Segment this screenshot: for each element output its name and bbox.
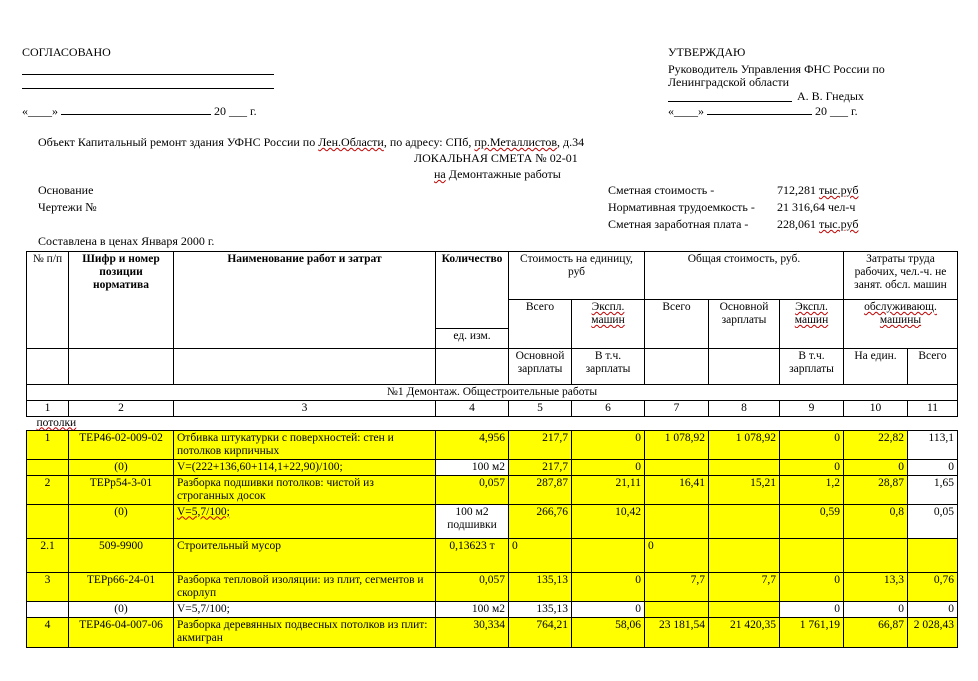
row-qty: 100 м2 (436, 459, 509, 475)
col-number: 11 (908, 400, 958, 416)
table-row (27, 430, 958, 459)
row-c7: 7,7 (645, 572, 709, 601)
approve-date (668, 104, 858, 119)
col-number: 3 (174, 400, 436, 416)
col-number: 7 (645, 400, 709, 416)
row-c9: 0 (780, 572, 844, 601)
header-service-spacer (844, 328, 958, 348)
date-year: 20 ___ г. (815, 104, 858, 118)
header-total-cost: Общая стоимость, руб. (645, 252, 844, 300)
summary-value (777, 217, 858, 232)
col-number: 1 (27, 400, 69, 416)
row-c7 (645, 459, 709, 475)
row-num: 2.1 (27, 538, 69, 572)
summary-value (777, 183, 858, 198)
row-name: Разборка подшивки потолков: чистой из строганных досок (174, 475, 436, 504)
row-c5: 217,7 (509, 459, 572, 475)
row-c10: 0 (844, 459, 908, 475)
table-row (27, 538, 958, 572)
summary-label: Сметная заработная плата - (608, 217, 749, 231)
basis-label: Основание (38, 183, 94, 197)
row-c5: 764,21 (509, 617, 572, 647)
row-code: ТЕР46-02-009-02 (69, 430, 174, 459)
row-num (27, 601, 69, 617)
row-c9: 1 761,19 (780, 617, 844, 647)
header-name: Наименование работ и затрат (174, 252, 436, 349)
row-c11: 113,1 (908, 430, 958, 459)
row-name: Строительный мусор (174, 538, 436, 572)
header-code: Шифр и номер позиции норматива (69, 252, 174, 349)
row-c10: 66,87 (844, 617, 908, 647)
approval-title: СОГЛАСОВАНО (22, 45, 111, 59)
row-code: 509-9900 (69, 538, 174, 572)
row-num: 4 (27, 617, 69, 647)
row-c10: 22,82 (844, 430, 908, 459)
row-c8 (709, 459, 780, 475)
header-unit-cost (509, 252, 645, 300)
header-service (844, 300, 958, 329)
row-name (174, 617, 436, 647)
header-unit: ед. изм. (436, 328, 509, 348)
row-qty: 0,13623 т (436, 538, 509, 572)
row-c7 (645, 504, 709, 538)
header-all: Всего (509, 300, 572, 349)
row-code: (0) (69, 459, 174, 475)
col-number: 6 (572, 400, 645, 416)
summary-label: Сметная стоимость - (608, 183, 715, 197)
object-suffix: , д.34 (556, 135, 585, 149)
drawings-label: Чертежи № (38, 200, 97, 214)
col-number: 8 (709, 400, 780, 416)
row-c6: 0 (572, 572, 645, 601)
row-c8 (709, 504, 780, 538)
row-qty: 30,334 (436, 617, 509, 647)
approver-position-line1: Руководитель Управления ФНС России по (668, 62, 885, 76)
header-num: № п/п (27, 252, 69, 349)
object-region: Лен.Области (318, 135, 384, 149)
row-c10: 13,3 (844, 572, 908, 601)
estimate-table (26, 251, 958, 648)
col-number: 2 (69, 400, 174, 416)
row-c8: 15,21 (709, 475, 780, 504)
row-c6: 10,42 (572, 504, 645, 538)
row-name: V=(222+136,60+114,1+22,90)/100; (174, 459, 436, 475)
row-c8: 21 420,35 (709, 617, 780, 647)
date-day: «____» (22, 104, 58, 118)
row-c9: 1,2 (780, 475, 844, 504)
row-num: 2 (27, 475, 69, 504)
row-code: (0) (69, 504, 174, 538)
row-num (27, 504, 69, 538)
summary-value-number: 228,061 (777, 217, 816, 231)
header-expl-spacer (572, 328, 645, 348)
summary-value-number: 712,281 (777, 183, 816, 197)
row-c11 (908, 538, 958, 572)
table-row (27, 504, 958, 538)
row-c9: 0,59 (780, 504, 844, 538)
row-code: (0) (69, 601, 174, 617)
row-c5: 0 (509, 538, 572, 572)
row-qty: 4,956 (436, 430, 509, 459)
row-c7 (645, 601, 709, 617)
row-c10: 0,8 (844, 504, 908, 538)
row-c11: 0 (908, 601, 958, 617)
row-num: 1 (27, 430, 69, 459)
summary-unit: тыс.руб (819, 183, 859, 197)
row-c5: 266,76 (509, 504, 572, 538)
estimate-subtitle (434, 167, 561, 182)
row-c9: 0 (780, 601, 844, 617)
row-c6 (572, 538, 645, 572)
table-row (27, 572, 958, 601)
table-row (27, 601, 958, 617)
row-c10: 28,87 (844, 475, 908, 504)
date-month-line (707, 104, 812, 115)
header-base-salary2: Основной зарплаты (709, 300, 780, 349)
object-mid: , по адресу: СПб, (383, 135, 475, 149)
approver-name: А. В. Гнедых (797, 89, 864, 103)
row-num (27, 459, 69, 475)
header-all2: Всего (645, 300, 709, 349)
row-c11: 0,76 (908, 572, 958, 601)
row-c7: 0 (645, 538, 709, 572)
approve-title: УТВЕРЖДАЮ (668, 45, 746, 59)
estimate-subtitle-text: Демонтажные работы (445, 167, 561, 181)
header-expl2: Экспл. машин (780, 300, 844, 329)
header-per-unit: На един. (844, 348, 908, 384)
row-qty: 0,057 (436, 572, 509, 601)
row-qty: 0,057 (436, 475, 509, 504)
row-c6: 58,06 (572, 617, 645, 647)
row-c9: 0 (780, 459, 844, 475)
estimate-title: ЛОКАЛЬНАЯ СМЕТА № 02-01 (414, 151, 578, 165)
summary-value: 21 316,64 чел-ч (777, 200, 856, 214)
date-month-line (61, 104, 211, 115)
row-c11: 2 028,43 (908, 617, 958, 647)
col-number: 4 (436, 400, 509, 416)
estimate-subtitle-na: на (434, 167, 446, 181)
section-title: №1 Демонтаж. Общестроительные работы (27, 384, 958, 400)
row-c5: 287,87 (509, 475, 572, 504)
date-day: «____» (668, 104, 704, 118)
row-code: ТЕРр54-3-01 (69, 475, 174, 504)
header-unit-cost-text: Стоимость на единицу, руб (520, 253, 633, 278)
signature-line (22, 88, 274, 89)
signature-line (668, 101, 792, 102)
row-c8: 1 078,92 (709, 430, 780, 459)
group-label (27, 416, 958, 430)
row-c8 (709, 538, 780, 572)
row-name (174, 504, 436, 538)
summary-label: Нормативная трудоемкость - (608, 200, 755, 214)
summary-unit: тыс.руб (819, 217, 859, 231)
header-incl-salary2: В т.ч. зарплаты (780, 348, 844, 384)
object-prefix: Объект Капитальный ремонт здания УФНС России по (38, 135, 319, 149)
signature-line (22, 74, 274, 75)
row-name: V=5,7/100; (174, 601, 436, 617)
row-c5: 135,13 (509, 572, 572, 601)
header-service-text: обслуживающ. машины (864, 301, 937, 326)
approver-position-line2: Ленинградской области (668, 75, 790, 89)
row-name: Отбивка штукатурки с поверхностей: стен и потолков кирпичных (174, 430, 436, 459)
col-number: 5 (509, 400, 572, 416)
row-code: ТЕР46-04-007-06 (69, 617, 174, 647)
object-street: пр.Металлистов (474, 135, 557, 149)
col-number: 9 (780, 400, 844, 416)
table-row (27, 475, 958, 504)
row-c9 (780, 538, 844, 572)
column-numbers-row (27, 400, 958, 416)
row-c6: 0 (572, 430, 645, 459)
approval-date (22, 104, 257, 119)
row-c7: 23 181,54 (645, 617, 709, 647)
col-number: 10 (844, 400, 908, 416)
row-c10 (844, 538, 908, 572)
row-c8: 7,7 (709, 572, 780, 601)
row-name-text: V=5,7/100; (177, 505, 230, 518)
row-qty: 100 м2 подшивки (436, 504, 509, 538)
row-c6: 21,11 (572, 475, 645, 504)
row-code: ТЕРр66-24-01 (69, 572, 174, 601)
table-row (27, 617, 958, 647)
row-c11: 1,65 (908, 475, 958, 504)
row-c8 (709, 601, 780, 617)
header-qty: Количество (436, 252, 509, 329)
date-year: 20 ___ г. (214, 104, 257, 118)
header-all3: Всего (908, 348, 958, 384)
prices-line: Составлена в ценах Января 2000 г. (38, 234, 215, 248)
row-qty: 100 м2 (436, 601, 509, 617)
header-expl: Экспл. машин (572, 300, 645, 329)
row-c6: 0 (572, 601, 645, 617)
row-c10: 0 (844, 601, 908, 617)
row-c11: 0 (908, 459, 958, 475)
row-c9: 0 (780, 430, 844, 459)
table-row (27, 459, 958, 475)
row-c11: 0,05 (908, 504, 958, 538)
header-expl2-spacer (780, 328, 844, 348)
row-name-text: Разборка деревянных подвесных потолков из плит: акмигран (177, 618, 428, 644)
row-num: 3 (27, 572, 69, 601)
row-c5: 135,13 (509, 601, 572, 617)
row-c5: 217,7 (509, 430, 572, 459)
header-labor: Затраты труда рабочих, чел.-ч. не занят. обсл. машин (844, 252, 958, 300)
row-c6: 0 (572, 459, 645, 475)
header-base-salary: Основной зарплаты (509, 348, 572, 384)
row-name: Разборка тепловой изоляции: из плит, сегментов и скорлуп (174, 572, 436, 601)
object-line (38, 135, 584, 150)
row-c7: 1 078,92 (645, 430, 709, 459)
group-label-text: потолки (36, 416, 77, 429)
row-c7: 16,41 (645, 475, 709, 504)
header-incl-salary: В т.ч. зарплаты (572, 348, 645, 384)
